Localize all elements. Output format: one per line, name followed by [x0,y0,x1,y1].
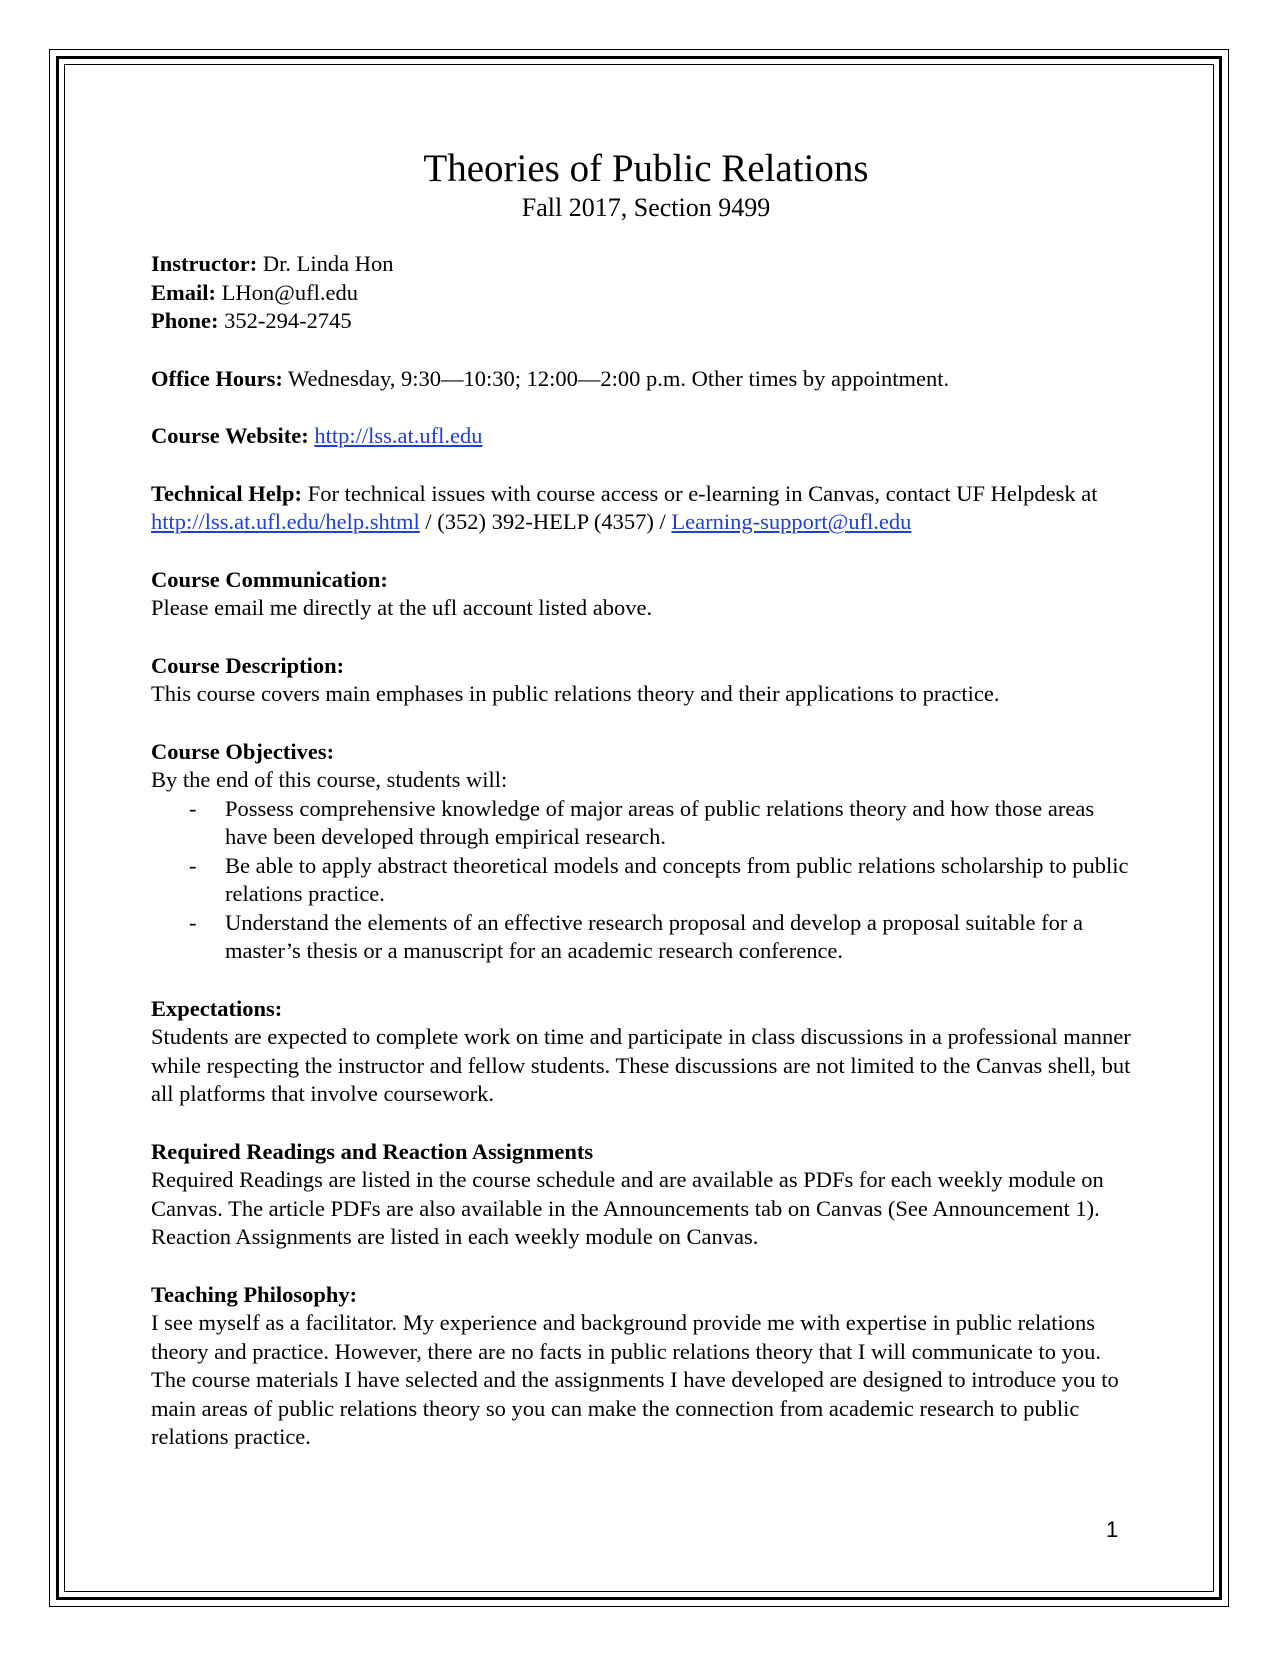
readings-section [151,1138,1141,1252]
technical-help [151,480,1141,537]
phone-value: 352-294-2745 [218,308,352,333]
instructor-line [151,250,1141,279]
bullet-dash: - [189,852,197,878]
objectives-list [151,795,1141,966]
objectives-heading: Course Objectives: [151,738,335,764]
objective-text: Be able to apply abstract theoretical models and concepts from public relations scholarship to public relations practice. [225,852,1129,906]
list-item [151,852,1141,909]
readings-body: Required Readings are listed in the course schedule and are available as PDFs for each weekly module on Canvas. The article PDFs are also available in the Announcements tab on Canvas (See Announcement 1). Reaction Assignments are listed in each weekly module on Canvas. [151,1167,1104,1249]
phone-label: Phone: [151,308,219,333]
syllabus-content [151,146,1141,1452]
list-item [151,909,1141,966]
instructor-value: Dr. Linda Hon [257,251,394,276]
instructor-label: Instructor: [151,251,258,276]
description-heading: Course Description: [151,652,345,678]
philosophy-heading: Teaching Philosophy: [151,1281,358,1307]
document-title: Theories of Public Relations [423,147,869,190]
communication-heading: Course Communication: [151,566,388,592]
help-page-link[interactable]: http://lss.at.ufl.edu/help.shtml [151,509,420,534]
page-number: 1 [1106,1517,1119,1542]
email-label: Email: [151,279,216,305]
course-website-label: Course Website: [151,423,309,448]
bullet-dash: - [189,909,197,935]
expectations-body: Students are expected to complete work on time and participate in class discussions in a professional manner while respecting the instructor and fellow students. These discussions are not limited to the Canvas shell, but all platforms that involve coursework. [151,1024,1131,1106]
objective-text: Understand the elements of an effective research proposal and develop a proposal suitable for a master’s thesis or a manuscript for an academic research conference. [225,909,1083,963]
communication-section [151,566,1141,623]
communication-body: Please email me directly at the ufl account listed above. [151,595,653,620]
office-hours-label: Office Hours: [151,365,283,391]
office-hours-value: Wednesday, 9:30—10:30; 12:00—2:00 p.m. Other times by appointment. [282,365,950,391]
course-website-link[interactable]: http://lss.at.ufl.edu [314,423,483,448]
readings-heading: Required Readings and Reaction Assignments [151,1138,594,1164]
objectives-section [151,738,1141,966]
description-section [151,652,1141,709]
phone-line [151,307,1141,336]
bullet-dash: - [189,795,197,821]
objective-text: Possess comprehensive knowledge of major areas of public relations theory and how those areas have been developed through empirical research. [225,795,1095,849]
philosophy-section [151,1281,1141,1452]
technical-help-phone: / (352) 392-HELP (4357) / [419,509,672,534]
objectives-intro: By the end of this course, students will: [151,767,508,792]
document-subtitle: Fall 2017, Section 9499 [521,193,771,222]
expectations-section [151,995,1141,1109]
support-email-link[interactable]: Learning-support@ufl.edu [671,509,912,534]
description-body: This course covers main emphases in public relations theory and their applications to practice. [151,681,1000,706]
office-hours [151,365,1141,394]
email-value: LHon@ufl.edu [216,279,358,305]
philosophy-body: I see myself as a facilitator. My experience and background provide me with expertise in public relations theory and practice. However, there are no facts in public relations theory that I will communicate to you. The course materials I have selected and the assignments I have developed are designed to introduce you to main areas of public relations theory so you can make the connection from academic research to public relations practice. [151,1310,1119,1449]
contact-block [151,250,1141,336]
technical-help-label: Technical Help: [151,480,303,506]
technical-help-text: For technical issues with course access or e-learning in Canvas, contact UF Helpdesk at [302,480,1098,506]
email-line [151,279,1141,308]
list-item [151,795,1141,852]
course-website [151,422,1141,451]
expectations-heading: Expectations: [151,995,283,1021]
